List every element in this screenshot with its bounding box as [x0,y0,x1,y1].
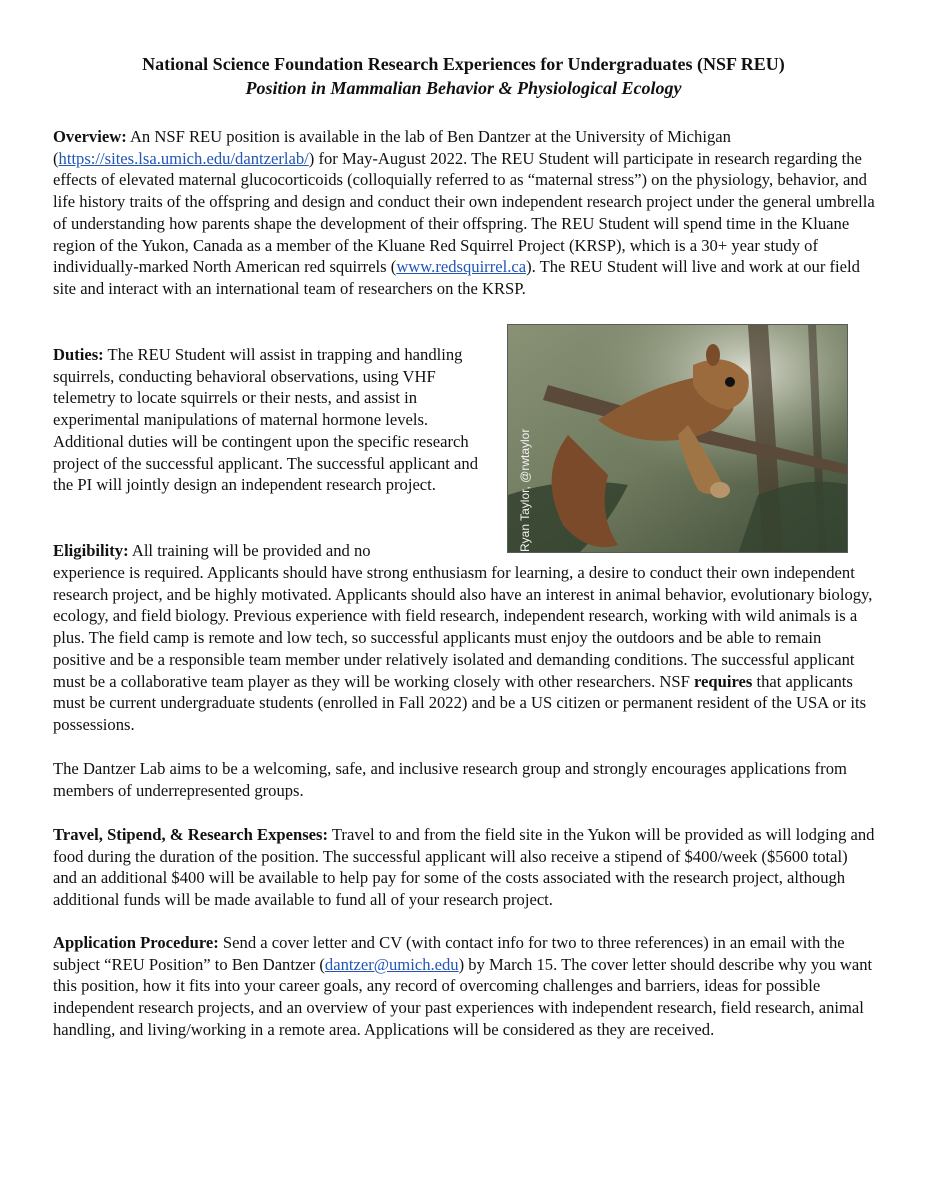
application-text-1: Send a cover letter and CV (with contact info for two to three references) in an email with the subject “REU Position” to Ben Dantzer ( [53,933,845,974]
document-title: National Science Foundation Research Experiences for Undergraduates (NSF REU) [142,54,785,74]
overview-text-2: ) for May-August 2022. The REU Student will participate in research regarding the effects of elevated maternal glucocorticoids (colloquially referred to as “maternal stress”) on the physiology, behavior, and life history traits of the offspring and design and conduct their own independent research project under the general umbrella of understanding how parents shape the development of their offspring. The REU Student will spend time in the Kluane region of the Yukon, Canada as a member of the Kluane Red Squirrel Project (KRSP), which is a 30+ year study of individually-marked North American red squirrels ( [53,148,875,277]
overview-text-1: An NSF REU position is available in the lab of Ben Dantzer at the University of Michigan ( [53,127,731,168]
eligibility-text-1: All training will be provided and no [128,541,371,560]
application-paragraph [53,932,875,1041]
eligibility-first-line [53,540,493,562]
eligibility-heading: Eligibility: [53,541,129,560]
document-subtitle: Position in Mammalian Behavior & Physiological Ecology [245,78,682,98]
eligibility-text-2: experience is required. Applicants should have strong enthusiasm for learning, a desire to conduct their own independent research project, and be highly motivated. Applicants should also have an interest in animal behavior, evolutionary biology, ecology, and field biology. Previous experience with field research, independent research, working with wild animals is a plus. The field camp is remote and low tech, so successful applicants must enjoy the outdoors and be able to remain positive and be a responsible team member under relatively isolated and demanding conditions. The successful applicant must be a collaborative team player as they will be working closely with other researchers. NSF [53,563,873,691]
overview-paragraph [53,126,875,300]
duties-heading: Duties: [53,345,104,364]
photo-credit: Ryan Taylor, @rwtaylor [518,428,532,552]
redsquirrel-link[interactable]: www.redsquirrel.ca [396,257,527,277]
eligibility-paragraph [53,562,875,736]
eligibility-requires: requires [693,671,753,691]
duties-text: The REU Student will assist in trapping and handling squirrels, conducting behavioral observations, using VHF telemetry to locate squirrels or their nests, and assist in experimental manipulations of maternal hormone levels. Additional duties will be contingent upon the specific research project of the successful applicant. The successful applicant and the PI will jointly design an independent research project. [53,345,478,495]
email-link[interactable]: dantzer@umich.edu [324,954,459,974]
lab-website-link[interactable]: https://sites.lsa.umich.edu/dantzerlab/ [58,148,309,168]
overview-heading: Overview: [53,127,127,146]
duties-paragraph [53,344,493,496]
overview-text-3: ). The REU Student will live and work at our field site and interact with an international team of researchers on the KRSP. [53,257,860,298]
title-block [0,52,927,100]
travel-paragraph [53,824,875,911]
travel-text: Travel to and from the field site in the Yukon will be provided as will lodging and food during the duration of the position. The successful applicant will also receive a stipend of $400/week ($5600 total) and an additional $400 will be available to help pay for some of the costs associated with the research project, although additional funds will be made available to fund all of your research project. [53,825,875,910]
squirrel-photo-illustration [508,325,848,553]
squirrel-photo [507,324,848,553]
inclusion-paragraph: The Dantzer Lab aims to be a welcoming, safe, and inclusive research group and strongly encourages applications from members of underrepresented groups. [53,759,847,800]
application-text-2: ) by March 15. The cover letter should describe why you want this position, how it fits into your career goals, any record of overcoming challenges and barriers, ideas for possible independent research projects, and an overview of your past experiences with independent research, field research, animal handling, and living/working in a remote area. Applications will be considered as they are received. [53,954,873,1039]
eligibility-text-3: that applicants must be current undergraduate students (enrolled in Fall 2022) and be a US citizen or permanent resident of the USA or its possessions. [53,671,867,734]
application-heading: Application Procedure: [53,933,219,952]
travel-heading: Travel, Stipend, & Research Expenses: [53,825,329,844]
